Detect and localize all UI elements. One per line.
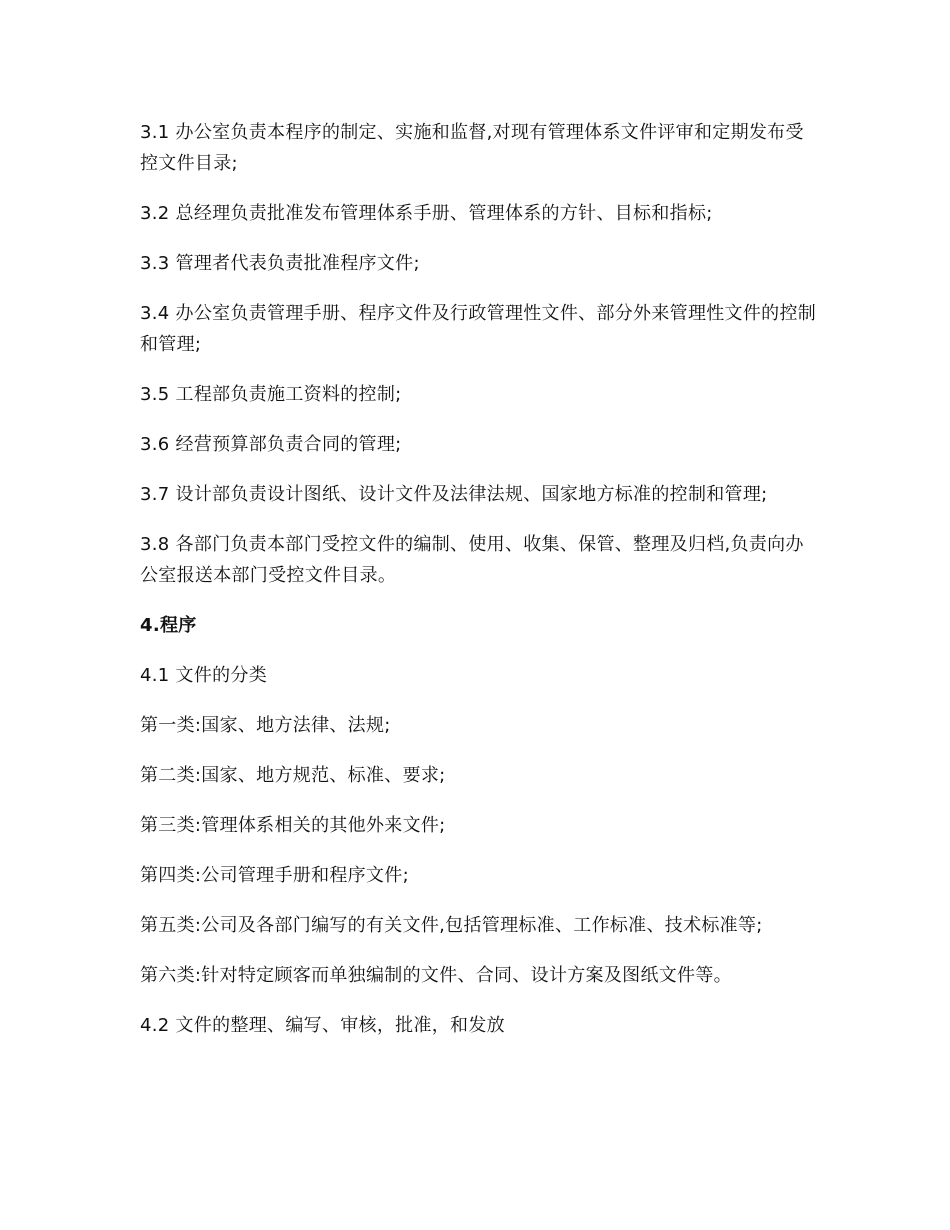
- section-heading-procedure: 4.程序: [140, 615, 197, 636]
- category-5: 第五类:公司及各部门编写的有关文件,包括管理标准、工作标准、技术标准等;: [140, 915, 763, 936]
- responsibility-3-6: 3.6 经营预算部负责合同的管理;: [140, 434, 402, 455]
- subsection-4-1: 4.1 文件的分类: [140, 665, 268, 686]
- responsibility-3-3: 3.3 管理者代表负责批准程序文件;: [140, 253, 420, 274]
- document-page: [140, 117, 820, 1060]
- responsibility-3-7: 3.7 设计部负责设计图纸、设计文件及法律法规、国家地方标准的控制和管理;: [140, 484, 768, 505]
- category-6: 第六类:针对特定顾客而单独编制的文件、合同、设计方案及图纸文件等。: [140, 965, 732, 986]
- subsection-4-2: 4.2 文件的整理、编写、审核，批准，和发放: [140, 1015, 505, 1036]
- responsibility-3-5: 3.5 工程部负责施工资料的控制;: [140, 384, 402, 405]
- responsibility-3-4: 3.4 办公室负责管理手册、程序文件及行政管理性文件、部分外来管理性文件的控制和管理;: [140, 303, 817, 355]
- responsibility-3-2: 3.2 总经理负责批准发布管理体系手册、管理体系的方针、目标和指标;: [140, 203, 713, 224]
- category-4: 第四类:公司管理手册和程序文件;: [140, 865, 409, 886]
- category-1: 第一类:国家、地方法律、法规;: [140, 715, 391, 736]
- category-2: 第二类:国家、地方规范、标准、要求;: [140, 765, 446, 786]
- category-3: 第三类:管理体系相关的其他外来文件;: [140, 815, 446, 836]
- responsibility-3-8: 3.8 各部门负责本部门受控文件的编制、使用、收集、保管、整理及归档,负责向办公室报送本部门受控文件目录。: [140, 534, 804, 586]
- responsibility-3-1: 3.1 办公室负责本程序的制定、实施和监督,对现有管理体系文件评审和定期发布受控文件目录;: [140, 122, 804, 174]
